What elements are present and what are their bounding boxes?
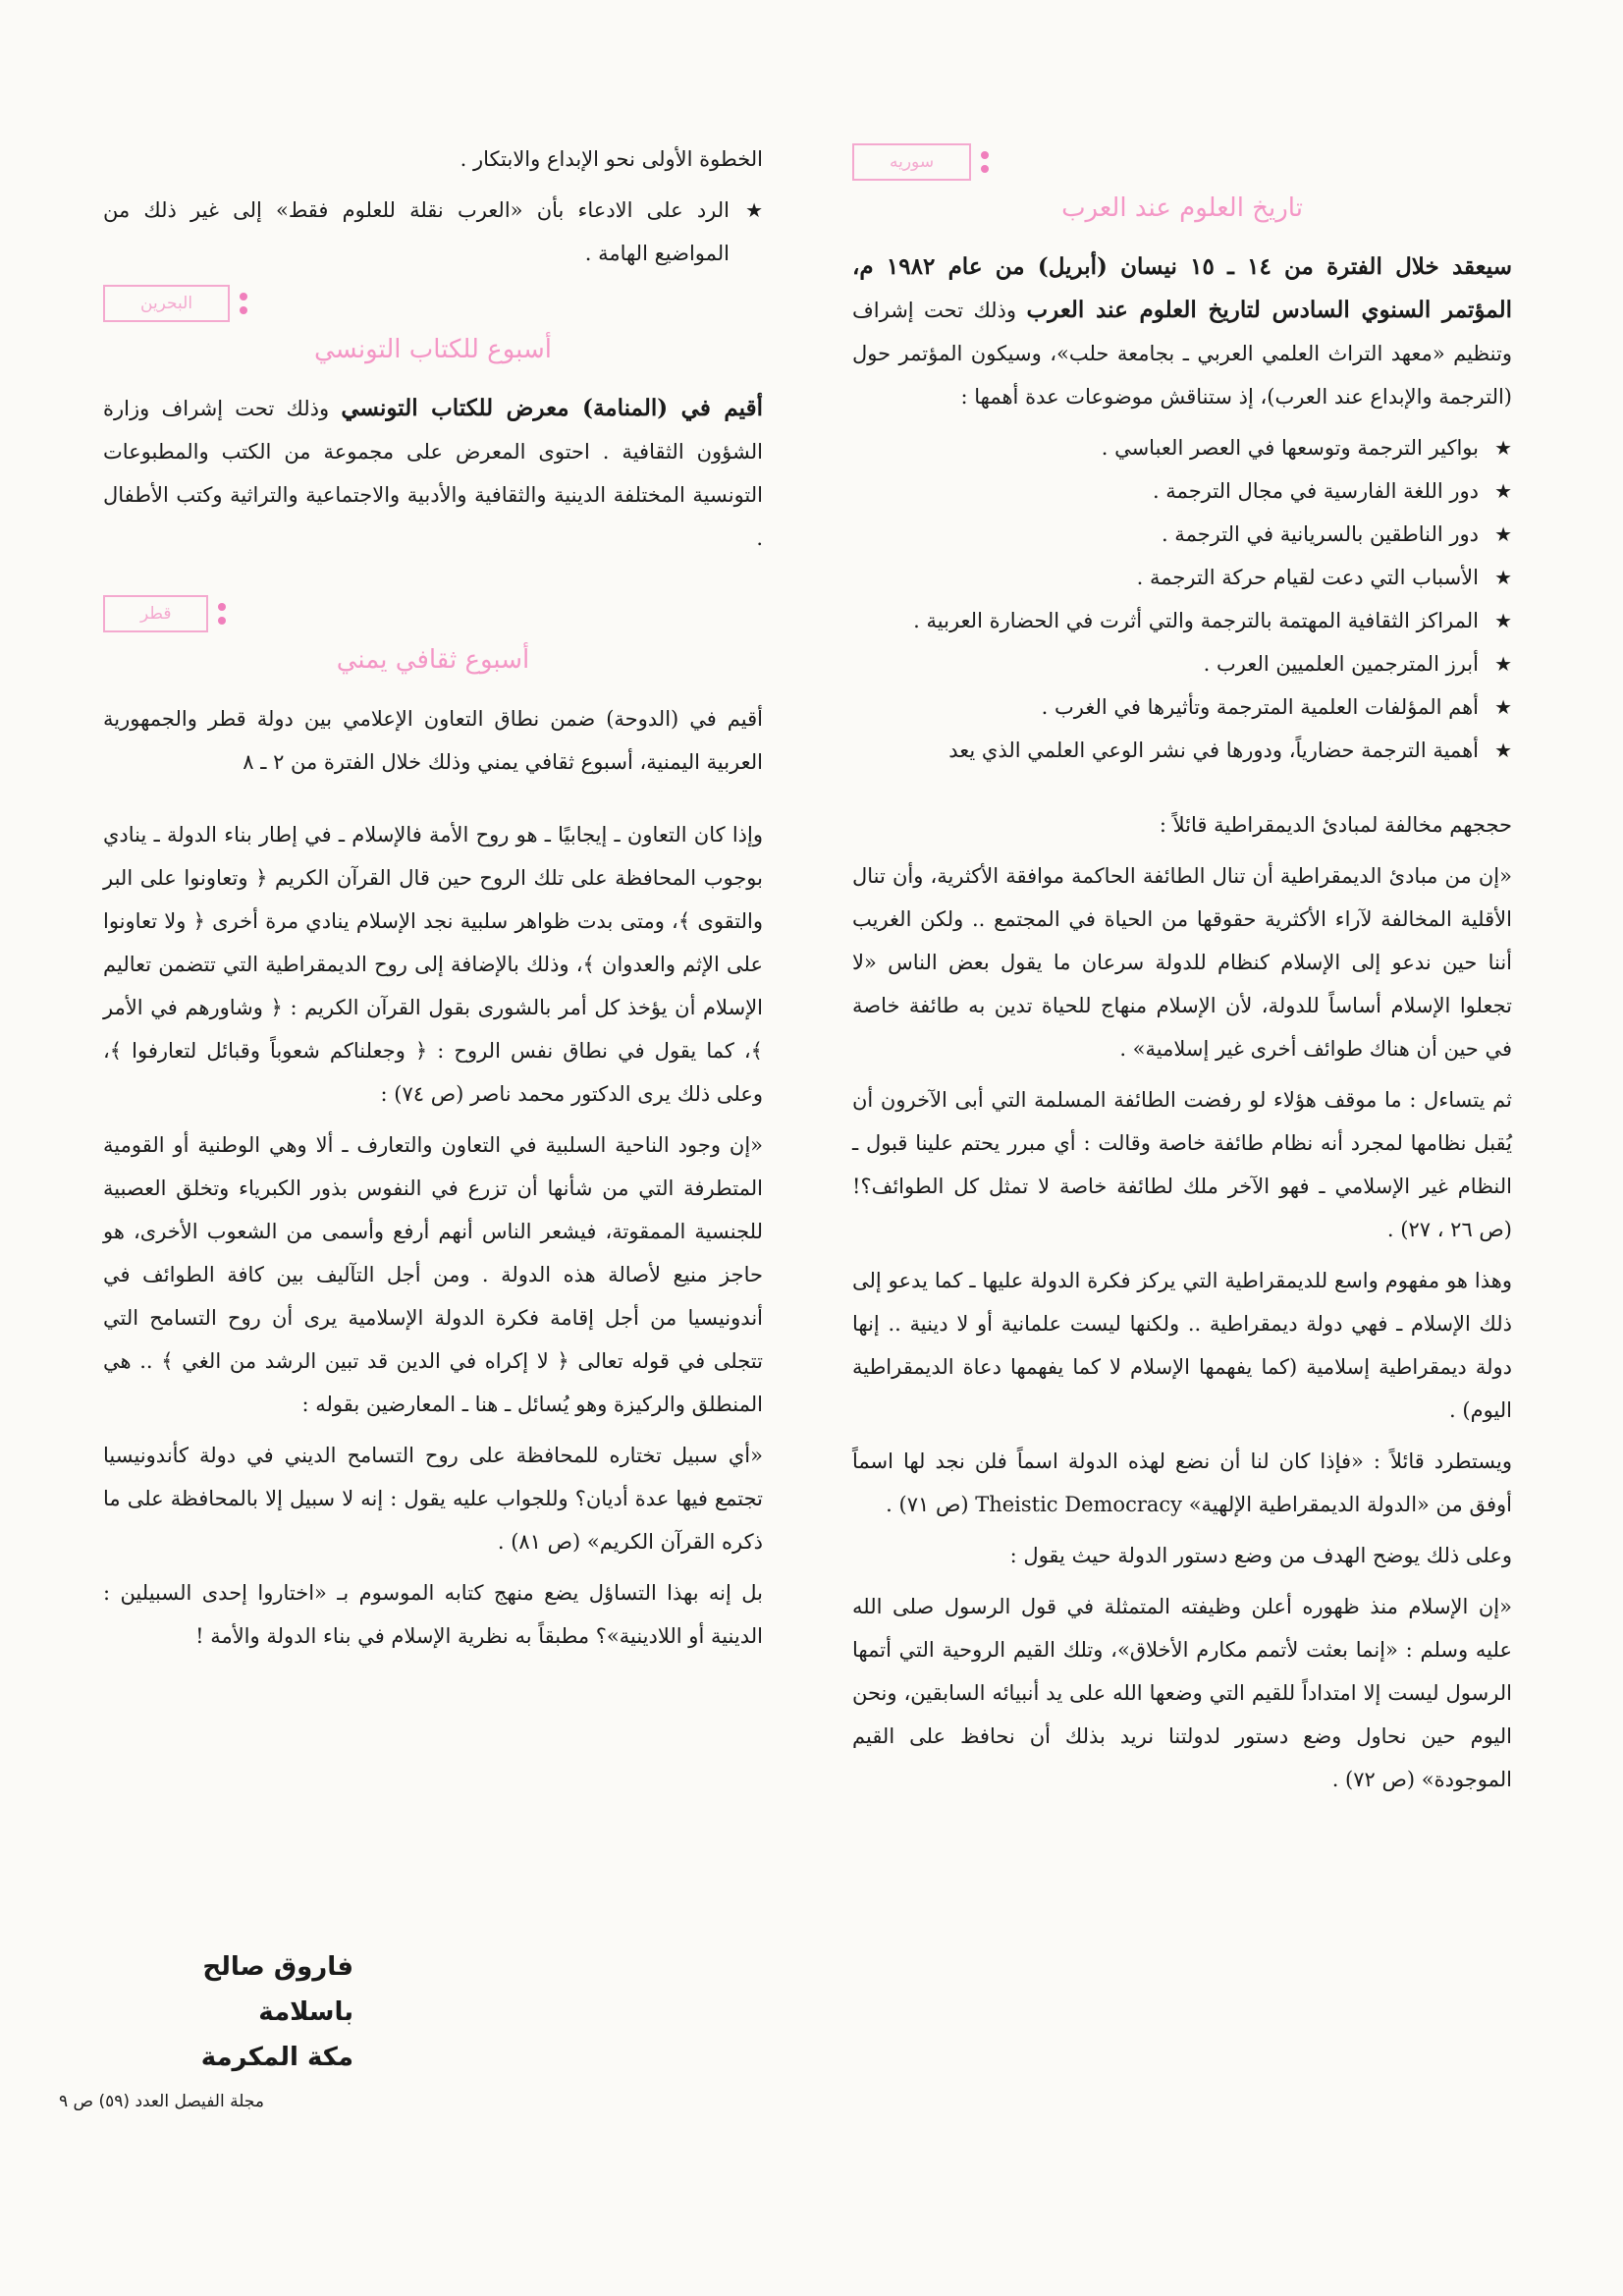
body-paragraph: «إن الإسلام منذ ظهوره أعلن وظيفته المتمثلة في قول الرسول صلى الله عليه وسلم : «إنما بعثت لأتمم مكارم الأخلاق»، وتلك القيم الروحية التي أتمها الرسول ليست إلا امتداداً للقيم التي وضعها الله على يد أنبيائه السابقين، ونحن اليوم حين نحاول وضع دستور لدولتنا نريد بذلك أن نحافظ على القيم الموجودة» (ص ٧٢) . [852,1595,1512,1791]
continuation-line: الخطوة الأولى نحو الإبداع والابتكار . [460,147,763,171]
section-title: أسبوع ثقافي يمني [336,645,530,675]
section-tag-qatar [103,595,763,632]
section-tag-syria [852,143,1512,181]
list-item: ★ دور اللغة الفارسية في مجال الترجمة . [852,469,1512,513]
bahrain-rest: وذلك تحت إشراف وزارة الشؤون الثقافية . احتوى المعرض على مجموعة من الكتب والمطبوعات التونسية المختلفة الدينية والثقافية والأدبية والاجتماعية والتراثية وكتب الأطفال . [103,397,763,550]
author-signature [118,1944,353,2080]
intro-paragraph [852,246,1512,418]
section-tag-label: سوريه [852,143,971,181]
body-paragraph: «أي سبيل تختاره للمحافظة على روح التسامح الديني في دولة كأندونيسيا تجتمع فيها عدة أديان؟ وللجواب عليه يقول : إنه لا سبيل إلا بالمحافظة على ما ذكره القرآن الكريم» (ص ٨١) . [103,1444,763,1554]
author-city: مكة المكرمة [200,2043,353,2072]
body-paragraph: حججهم مخالفة لمبادئ الديمقراطية قائلاً : [1159,813,1512,837]
body-paragraph: بل إنه بهذا التساؤل يضع منهج كتابه الموسوم بـ «اختاروا إحدى السبيلين : الدينية أو اللادينية»؟ مطبقاً به نظرية الإسلام في بناء الدولة والأمة ! [103,1581,763,1648]
intro-bold: سيعقد خلال الفترة من ١٤ ـ ١٥ نيسان (أبريل) من عام ١٩٨٢ م، المؤتمر السنوي السادس لتاريخ العلوم عند العرب [852,253,1512,323]
author-name: فاروق صالح باسلامة [202,1952,353,2027]
left-column [103,137,763,1666]
body-paragraph: وهذا هو مفهوم واسع للديمقراطية التي يركز فكرة الدولة عليها ـ كما يدعو إلى ذلك الإسلام ـ فهي دولة ديمقراطية .. ولكنها ليست علمانية أو لا دينية .. إنها دولة ديمقراطية إسلامية (كما يفهمها الإسلام لا كما يفهمها دعاة الديمقراطية اليوم) . [852,1269,1512,1422]
section-tag-label: قطر [103,595,208,632]
bahrain-bold: أقيم في (المنامة) معرض للكتاب التونسي [341,395,763,421]
qatar-paragraph: أقيم في (الدوحة) ضمن نطاق التعاون الإعلامي بين دولة قطر والجمهورية العربية اليمنية، أسبوع ثقافي يمني وذلك خلال الفترة من ٢ ـ ٨ [103,707,763,774]
section-title: أسبوع للكتاب التونسي [314,335,552,364]
list-item: ★ أهم المؤلفات العلمية المترجمة وتأثيرها في الغرب . [852,685,1512,729]
right-column [852,137,1512,1809]
list-item: ★ أبرز المترجمين العلميين العرب . [852,642,1512,685]
list-item: ★ دور الناطقين بالسريانية في الترجمة . [852,513,1512,556]
bullet-dots-icon [981,151,989,173]
continuation-list [103,189,763,275]
section-tag-bahrain [103,285,763,322]
page-footer: مجلة الفيصل العدد (٥٩) ص ٩ [59,2092,264,2111]
bullet-dots-icon [218,603,226,625]
body-paragraph: ويستطرد قائلاً : «فإذا كان لنا أن نضع لهذه الدولة اسماً فلن نجد لها اسماً أوفق من «الدولة الديمقراطية الإلهية» Theistic Democracy (ص ٧١) . [852,1449,1512,1516]
section-tag-label: البحرين [103,285,230,322]
body-paragraph: وإذا كان التعاون ـ إيجابيًا ـ هو روح الأمة فالإسلام ـ في إطار بناء الدولة ـ ينادي بوجوب المحافظة على تلك الروح حين قال القرآن الكريم ﴿ وتعاونوا على البر والتقوى ﴾، ومتى بدت ظواهر سلبية نجد الإسلام ينادي مرة أخرى ﴿ ولا تعاونوا على الإثم والعدوان ﴾، وذلك بالإضافة إلى روح الديمقراطية التي تتضمن تعاليم الإسلام أن يؤخذ كل أمر بالشورى بقول القرآن الكريم : ﴿ وشاورهم في الأمر ﴾، كما يقول في نطاق نفس الروح : ﴿ وجعلناكم شعوباً وقبائل لتعارفوا ﴾، وعلى ذلك يرى الدكتور محمد ناصر (ص ٧٤) : [103,823,763,1106]
body-paragraph: وعلى ذلك يوضح الهدف من وضع دستور الدولة حيث يقول : [1009,1544,1512,1567]
list-item: ★ المراكز الثقافية المهتمة بالترجمة والتي أثرت في الحضارة العربية . [852,599,1512,642]
topics-list [852,426,1512,772]
list-item: ★ بواكير الترجمة وتوسعها في العصر العباسي . [852,426,1512,469]
body-paragraph: «إن من مبادئ الديمقراطية أن تنال الطائفة الحاكمة موافقة الأكثرية، وأن تنال الأقلية المخالفة لآراء الأكثرية حقوقها من الحياة في المجتمع .. ولكن الغريب أننا حين ندعو إلى الإسلام كنظام للدولة سرعان ما يقول بعض الناس «لا تجعلوا الإسلام أساساً للدولة، لأن الإسلام منهاج للحياة تدين به طائفة خاصة في حين أن هناك طوائف أخرى غير إسلامية» . [852,864,1512,1061]
body-paragraph: «إن وجود الناحية السلبية في التعاون والتعارف ـ ألا وهي الوطنية أو القومية المتطرفة التي من شأنها أن تزرع في النفوس بذور الكبرياء وتخلق العصبية للجنسية الممقوتة، فيشعر الناس أنهم أرفع وأسمى من الشعوب الأخرى، هو حاجز منيع لأصالة هذه الدولة . ومن أجل التآليف بين كافة الطوائف في أندونيسيا من أجل إقامة فكرة الدولة الإسلامية يرى أن روح التسامح التي تتجلى في قوله تعالى ﴿ لا إكراه في الدين قد تبين الرشد من الغي ﴾ .. هي المنطلق والركيزة وهو يُسائل ـ هنا ـ المعارضين بقوله : [103,1133,763,1416]
list-item: ★ أهمية الترجمة حضارياً، ودورها في نشر الوعي العلمي الذي يعد [852,729,1512,772]
intro-rest: وذلك تحت إشراف وتنظيم «معهد التراث العلمي العربي ـ بجامعة حلب»، وسيكون المؤتمر حول (الترجمة والإبداع عند العرب)، إذ ستناقش موضوعات عدة أهمها : [852,299,1512,409]
body-paragraph: ثم يتساءل : ما موقف هؤلاء لو رفضت الطائفة المسلمة التي أبى الآخرون أن يُقبل نظامها لمجرد أنه نظام طائفة خاصة وقالت : أي مبرر يحتم علينا قبول ـ النظام غير الإسلامي ـ فهو الآخر ملك لطائفة خاصة لا تمثل كل الطوائف؟! (ص ٢٦ ، ٢٧) . [852,1088,1512,1241]
section-title: تاريخ العلوم عند العرب [1061,193,1303,223]
list-item: ★ الأسباب التي دعت لقيام حركة الترجمة . [852,556,1512,599]
bahrain-paragraph [103,387,763,560]
list-item: ★ الرد على الادعاء بأن «العرب نقلة للعلوم فقط» إلى غير ذلك من المواضيع الهامة . [103,189,763,275]
bullet-dots-icon [240,293,247,314]
